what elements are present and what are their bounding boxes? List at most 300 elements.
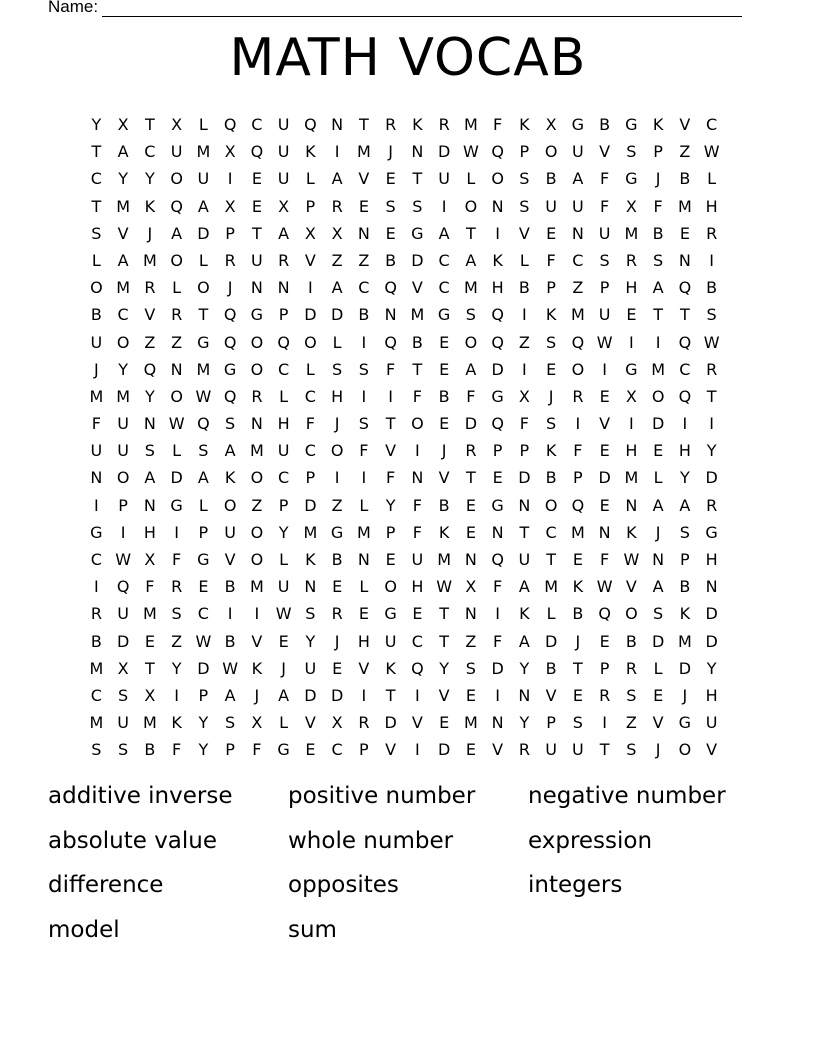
grid-letter: H	[705, 685, 718, 705]
grid-letter: K	[626, 522, 637, 542]
grid-letter: F	[493, 115, 503, 134]
grid-letter: R	[251, 386, 263, 406]
grid-letter: G	[250, 305, 264, 325]
grid-letter: N	[518, 495, 531, 515]
grid-letter: N	[90, 468, 103, 488]
grid-letter: I	[655, 332, 661, 352]
grid-letter: W	[596, 577, 613, 597]
grid-letter: B	[224, 577, 236, 597]
grid-letter: R	[706, 223, 718, 243]
grid-letter: I	[629, 414, 634, 434]
grid-letter: B	[90, 631, 102, 651]
grid-letter: T	[599, 740, 610, 760]
grid-letter: Y	[305, 631, 316, 651]
grid-letter: V	[304, 713, 316, 733]
grid-letter: F	[519, 414, 529, 434]
grid-letter: O	[464, 196, 478, 216]
grid-letter: P	[599, 658, 610, 678]
grid-letter: F	[573, 441, 583, 461]
grid-letter: P	[118, 495, 128, 515]
grid-letter: Q	[678, 278, 692, 298]
grid-letter: A	[278, 223, 290, 243]
grid-letter: O	[304, 332, 317, 352]
grid-letter: P	[546, 278, 556, 298]
grid-letter: U	[572, 196, 584, 216]
grid-letter: V	[251, 631, 263, 651]
grid-letter: B	[411, 332, 423, 352]
grid-letter: L	[198, 115, 208, 134]
grid-letter: W	[168, 414, 185, 434]
grid-letter: N	[464, 550, 477, 569]
grid-letter: H	[625, 441, 638, 461]
grid-letter: I	[682, 414, 688, 434]
grid-letter: N	[170, 359, 183, 379]
grid-letter: X	[144, 685, 156, 705]
grid-letter: C	[411, 631, 423, 651]
grid-letter: B	[706, 278, 718, 298]
grid-letter: V	[545, 685, 557, 705]
grid-letter: Q	[170, 196, 183, 216]
grid-letter: S	[706, 305, 717, 325]
grid-letter: O	[330, 441, 344, 461]
grid-letter: P	[519, 441, 530, 461]
grid-letter: L	[198, 495, 208, 515]
grid-letter: Q	[571, 495, 585, 515]
grid-letter: B	[224, 631, 236, 651]
grid-letter: M	[116, 196, 131, 216]
grid-letter: Z	[171, 631, 183, 651]
grid-letter: F	[145, 577, 155, 597]
grid-letter: C	[90, 550, 102, 569]
grid-letter: V	[599, 414, 611, 434]
grid-letter: K	[224, 468, 236, 488]
grid-letter: G	[625, 115, 638, 134]
grid-letter: Q	[304, 115, 317, 134]
grid-letter: T	[439, 631, 450, 651]
grid-letter: I	[495, 685, 500, 705]
grid-letter: O	[571, 359, 585, 379]
grid-letter: E	[492, 468, 503, 488]
grid-letter: S	[546, 414, 557, 434]
grid-letter: Y	[278, 522, 289, 542]
grid-letter: J	[441, 441, 447, 461]
grid-letter: E	[572, 685, 583, 705]
grid-letter: T	[653, 305, 664, 325]
grid-letter: P	[653, 142, 663, 162]
grid-letter: M	[142, 250, 157, 270]
grid-letter: E	[439, 332, 450, 352]
grid-letter: Y	[385, 495, 396, 515]
grid-letter: Y	[144, 386, 155, 406]
grid-letter: N	[678, 250, 691, 270]
word-list-item: opposites	[288, 872, 399, 898]
grid-letter: Y	[91, 115, 102, 134]
grid-letter: C	[679, 359, 691, 379]
grid-letter: E	[332, 658, 343, 678]
grid-letter: L	[279, 550, 289, 569]
grid-letter: A	[679, 495, 691, 515]
grid-letter: N	[357, 550, 370, 569]
grid-letter: N	[464, 604, 477, 624]
grid-letter: W	[222, 658, 239, 678]
grid-letter: X	[171, 115, 183, 134]
grid-letter: S	[599, 250, 610, 270]
word-list-item: additive inverse	[48, 783, 233, 809]
grid-letter: I	[388, 386, 393, 406]
grid-letter: T	[91, 196, 102, 216]
grid-letter: I	[308, 278, 313, 298]
grid-letter: E	[653, 441, 664, 461]
grid-letter: A	[278, 685, 290, 705]
grid-letter: I	[174, 522, 179, 542]
grid-letter: H	[411, 577, 424, 597]
grid-letter: T	[412, 169, 423, 189]
grid-letter: J	[281, 658, 286, 678]
grid-letter: Z	[171, 332, 183, 352]
grid-letter: E	[599, 441, 610, 461]
grid-letter: J	[655, 522, 661, 542]
grid-letter: P	[573, 468, 583, 488]
grid-letter: V	[599, 142, 611, 162]
word-list-item: difference	[48, 872, 164, 898]
grid-letter: O	[250, 468, 264, 488]
grid-letter: U	[304, 658, 317, 678]
grid-letter: A	[224, 685, 236, 705]
grid-letter: T	[412, 359, 423, 379]
grid-letter: D	[170, 468, 183, 488]
grid-letter: K	[144, 196, 156, 216]
grid-letter: M	[463, 115, 478, 134]
grid-letter: G	[330, 522, 344, 542]
grid-letter: O	[250, 550, 264, 569]
grid-letter: Q	[411, 658, 424, 678]
grid-letter: K	[305, 550, 316, 569]
grid-letter: Z	[331, 495, 343, 515]
grid-letter: F	[252, 740, 262, 760]
grid-letter: U	[117, 414, 129, 434]
grid-letter: C	[90, 685, 102, 705]
grid-letter: B	[679, 169, 691, 189]
grid-letter: I	[575, 414, 581, 434]
grid-letter: V	[411, 278, 423, 298]
grid-letter: M	[142, 713, 157, 733]
grid-letter: Q	[143, 359, 157, 379]
grid-letter: D	[491, 359, 504, 379]
grid-letter: F	[546, 250, 556, 270]
grid-letter: B	[625, 631, 637, 651]
grid-letter: P	[278, 495, 289, 515]
grid-letter: U	[438, 169, 450, 189]
grid-letter: A	[197, 468, 209, 488]
grid-letter: Z	[518, 332, 530, 352]
word-list-item: absolute value	[48, 827, 218, 854]
grid-letter: I	[629, 332, 634, 352]
grid-letter: N	[143, 414, 156, 434]
grid-letter: R	[599, 685, 611, 705]
grid-letter: N	[143, 495, 156, 515]
grid-letter: O	[384, 577, 397, 597]
grid-letter: J	[147, 223, 153, 243]
grid-letter: D	[384, 713, 397, 733]
grid-letter: K	[545, 441, 557, 461]
grid-letter: N	[411, 142, 424, 162]
grid-letter: W	[115, 550, 132, 569]
grid-letter: N	[357, 223, 370, 243]
grid-letter: R	[278, 250, 290, 270]
grid-letter: J	[388, 142, 393, 162]
grid-letter: L	[466, 169, 476, 189]
grid-letter: K	[519, 604, 530, 624]
grid-letter: N	[304, 577, 317, 597]
grid-letter: E	[305, 740, 316, 760]
grid-letter: L	[519, 250, 529, 270]
grid-letter: T	[385, 685, 396, 705]
grid-letter: H	[277, 414, 290, 434]
grid-letter: C	[706, 115, 718, 134]
grid-letter: N	[625, 495, 638, 515]
grid-letter: D	[197, 223, 210, 243]
grid-letter: D	[197, 658, 210, 678]
word-list-item: expression	[528, 827, 653, 854]
grid-letter: H	[143, 522, 156, 542]
grid-letter: T	[439, 604, 450, 624]
grid-letter: X	[278, 196, 290, 216]
grid-letter: S	[519, 196, 530, 216]
grid-letter: T	[465, 468, 476, 488]
grid-letter: U	[277, 169, 290, 189]
grid-letter: X	[331, 223, 343, 243]
grid-letter: U	[197, 169, 210, 189]
grid-letter: N	[571, 223, 584, 243]
grid-letter: A	[224, 441, 236, 461]
name-label: Name:	[48, 0, 99, 16]
grid-letter: Z	[625, 713, 637, 733]
grid-letter: L	[172, 441, 182, 461]
grid-letter: L	[279, 713, 289, 733]
grid-letter: B	[679, 577, 691, 597]
grid-letter: S	[171, 604, 182, 624]
grid-letter: O	[250, 522, 264, 542]
word-list-item: model	[48, 916, 120, 943]
grid-letter: F	[386, 468, 396, 488]
grid-letter: U	[518, 550, 531, 569]
grid-letter: V	[625, 577, 637, 597]
grid-letter: M	[624, 468, 639, 488]
grid-letter: B	[572, 604, 584, 624]
grid-letter: Q	[678, 332, 692, 352]
grid-letter: Q	[491, 305, 504, 325]
grid-letter: D	[437, 142, 451, 162]
grid-letter: N	[652, 550, 665, 569]
grid-letter: A	[117, 250, 129, 270]
grid-letter: X	[625, 196, 637, 216]
grid-letter: R	[331, 196, 343, 216]
grid-letter: O	[170, 386, 183, 406]
grid-letter: X	[144, 550, 156, 569]
grid-letter: B	[331, 550, 343, 569]
grid-letter: I	[227, 169, 233, 189]
grid-letter: T	[144, 658, 155, 678]
grid-letter: K	[305, 142, 316, 162]
grid-letter: P	[198, 522, 209, 542]
grid-letter: K	[652, 115, 664, 134]
grid-letter: H	[705, 196, 718, 216]
grid-letter: M	[544, 577, 559, 597]
grid-letter: G	[384, 604, 397, 624]
grid-letter: A	[465, 359, 477, 379]
grid-letter: S	[144, 441, 155, 461]
grid-letter: H	[625, 278, 638, 298]
grid-letter: T	[144, 115, 155, 134]
grid-letter: V	[411, 713, 423, 733]
grid-letter: N	[250, 414, 263, 434]
grid-letter: T	[198, 305, 209, 325]
grid-letter: Q	[491, 332, 504, 352]
grid-letter: I	[415, 685, 420, 705]
grid-letter: A	[331, 278, 343, 298]
grid-letter: L	[305, 359, 315, 379]
grid-letter: O	[411, 414, 424, 434]
grid-letter: C	[331, 740, 343, 760]
grid-letter: S	[626, 740, 637, 760]
grid-letter: N	[250, 278, 263, 298]
grid-letter: R	[144, 278, 156, 298]
grid-letter: U	[117, 604, 129, 624]
grid-letter: R	[518, 740, 530, 760]
grid-letter: S	[118, 685, 129, 705]
grid-letter: I	[361, 468, 367, 488]
grid-letter: M	[677, 196, 692, 216]
grid-letter: U	[224, 522, 236, 542]
word-list-item: positive number	[288, 783, 476, 809]
grid-letter: K	[385, 658, 396, 678]
grid-letter: Q	[223, 115, 237, 134]
grid-letter: I	[361, 685, 367, 705]
grid-letter: E	[358, 196, 369, 216]
grid-letter: O	[544, 142, 558, 162]
grid-letter: B	[652, 223, 664, 243]
grid-letter: P	[385, 522, 396, 542]
grid-letter: Q	[223, 386, 237, 406]
grid-letter: U	[572, 142, 584, 162]
grid-letter: S	[198, 441, 209, 461]
grid-letter: X	[251, 713, 263, 733]
grid-letter: V	[224, 550, 236, 569]
grid-letter: I	[415, 441, 420, 461]
grid-letter: X	[331, 713, 343, 733]
word-list-item: whole number	[288, 827, 454, 854]
grid-letter: E	[358, 604, 369, 624]
grid-letter: V	[438, 468, 450, 488]
grid-letter: D	[491, 658, 504, 678]
grid-letter: Y	[706, 441, 717, 461]
grid-letter: T	[519, 522, 530, 542]
grid-letter: J	[227, 278, 233, 298]
grid-letter: S	[465, 658, 476, 678]
grid-letter: O	[197, 278, 210, 298]
grid-letter: D	[304, 305, 317, 325]
grid-letter: I	[522, 359, 527, 379]
grid-letter: A	[652, 278, 664, 298]
grid-letter: B	[518, 278, 530, 298]
grid-letter: W	[462, 142, 479, 162]
grid-letter: Z	[251, 495, 263, 515]
grid-letter: Q	[277, 332, 290, 352]
grid-letter: C	[251, 115, 263, 134]
grid-letter: Y	[439, 658, 450, 678]
grid-letter: U	[117, 713, 129, 733]
grid-letter: O	[170, 169, 183, 189]
grid-letter: O	[651, 386, 665, 406]
grid-letter: Q	[384, 332, 397, 352]
grid-letter: G	[437, 305, 451, 325]
grid-letter: X	[304, 223, 316, 243]
grid-letter: W	[623, 550, 640, 569]
grid-letter: K	[251, 658, 263, 678]
grid-letter: J	[334, 631, 340, 651]
grid-letter: M	[196, 142, 211, 162]
grid-letter: D	[304, 685, 317, 705]
grid-letter: C	[572, 250, 584, 270]
grid-letter: A	[572, 169, 584, 189]
grid-letter: G	[678, 713, 692, 733]
grid-letter: W	[596, 332, 613, 352]
grid-letter: E	[412, 604, 423, 624]
grid-letter: P	[278, 305, 289, 325]
grid-letter: Y	[519, 713, 530, 733]
grid-letter: B	[358, 305, 370, 325]
grid-letter: M	[142, 604, 157, 624]
grid-letter: F	[412, 522, 422, 542]
grid-letter: G	[625, 169, 638, 189]
grid-letter: U	[90, 441, 103, 461]
grid-letter: D	[116, 631, 130, 651]
grid-letter: E	[465, 685, 476, 705]
grid-letter: T	[679, 305, 690, 325]
grid-letter: E	[465, 522, 476, 542]
grid-letter: I	[361, 386, 367, 406]
grid-letter: K	[438, 522, 450, 542]
grid-letter: Y	[118, 359, 129, 379]
grid-letter: X	[117, 658, 129, 678]
grid-letter: D	[544, 631, 558, 651]
grid-letter: L	[279, 386, 289, 406]
grid-letter: I	[602, 359, 607, 379]
grid-letter: B	[385, 250, 397, 270]
grid-letter: H	[357, 631, 370, 651]
grid-letter: K	[492, 250, 503, 270]
grid-letter: P	[519, 142, 530, 162]
grid-letter: Q	[491, 414, 504, 434]
grid-letter: S	[679, 522, 690, 542]
grid-letter: M	[89, 658, 104, 678]
grid-letter: F	[172, 740, 182, 760]
grid-letter: V	[679, 115, 691, 134]
grid-letter: D	[518, 468, 531, 488]
grid-letter: M	[677, 631, 692, 651]
grid-letter: U	[170, 142, 183, 162]
grid-letter: P	[599, 278, 610, 298]
grid-letter: Z	[144, 332, 156, 352]
grid-letter: U	[90, 332, 103, 352]
grid-letter: B	[90, 305, 102, 325]
grid-letter: J	[655, 169, 661, 189]
grid-letter: I	[94, 577, 99, 597]
grid-letter: C	[438, 250, 450, 270]
grid-letter: S	[225, 414, 236, 434]
grid-letter: G	[491, 386, 504, 406]
grid-letter: G	[705, 522, 718, 542]
